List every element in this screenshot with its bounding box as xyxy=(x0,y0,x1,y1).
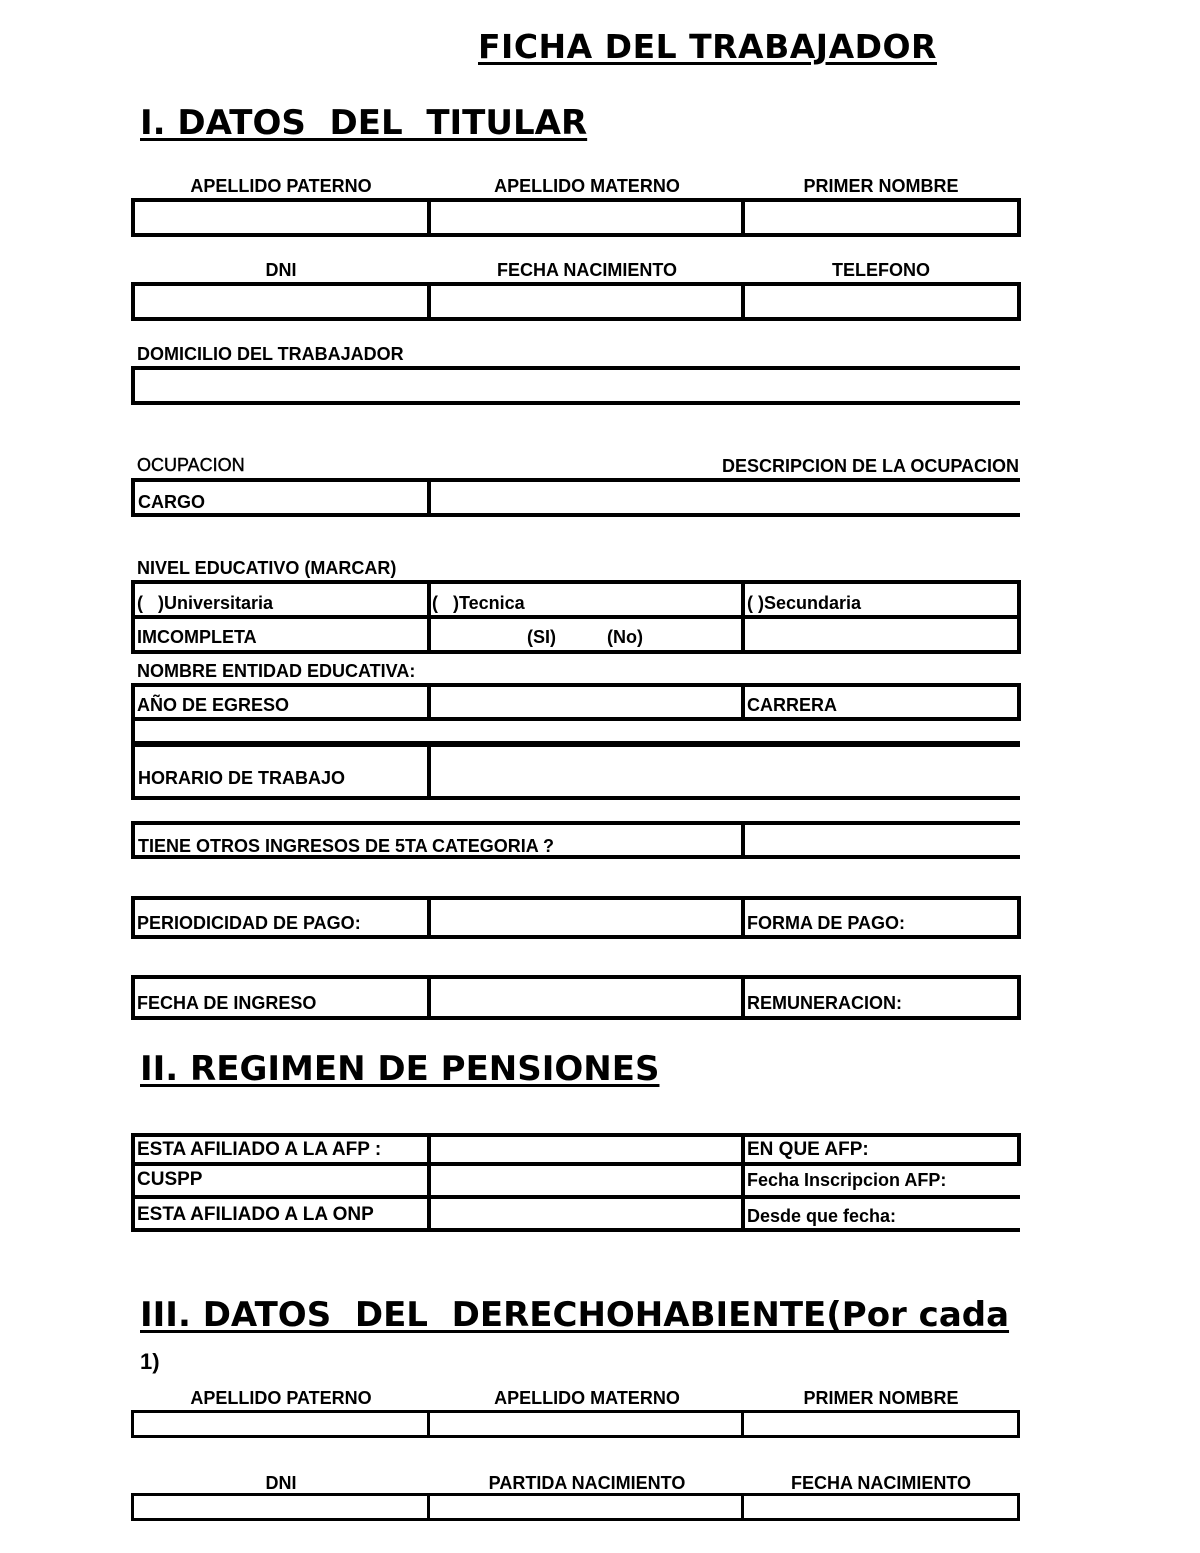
field-fecha-ingreso[interactable] xyxy=(431,979,741,1016)
derechohabiente-heading-clip xyxy=(138,1290,1020,1340)
field-otros-ingresos[interactable] xyxy=(741,821,1020,859)
field-telefono[interactable] xyxy=(741,282,1021,321)
otros-ingresos-cell xyxy=(131,821,744,859)
option-secundaria[interactable]: ( )Secundaria xyxy=(747,593,862,613)
label-en-que-afp: EN QUE AFP: xyxy=(747,1139,869,1160)
field-dni[interactable] xyxy=(131,282,430,321)
label-remuneracion: REMUNERACION: xyxy=(747,993,902,1013)
derechohabiente-number: 1) xyxy=(140,1349,160,1374)
descripcion-clip xyxy=(722,452,1020,478)
horario-cell xyxy=(131,743,430,800)
egreso-divider-2 xyxy=(741,683,745,721)
field-dh-apellido-paterno[interactable] xyxy=(134,1413,427,1435)
field-apellido-materno[interactable] xyxy=(427,198,744,237)
label-cuspp: CUSPP xyxy=(137,1169,203,1190)
pension-col-divider-2 xyxy=(741,1133,745,1232)
field-dh-primer-nombre[interactable] xyxy=(744,1413,1017,1435)
field-periodicidad[interactable] xyxy=(431,900,741,935)
label-primer-nombre: PRIMER NOMBRE xyxy=(803,176,959,196)
field-primer-nombre[interactable] xyxy=(741,198,1021,237)
field-dh-dni[interactable] xyxy=(134,1496,427,1518)
label-horario: HORARIO DE TRABAJO xyxy=(138,768,346,788)
field-apellido-paterno[interactable] xyxy=(131,198,430,237)
field-ano-egreso[interactable] xyxy=(431,687,741,717)
option-universitaria[interactable]: ( )Universitaria xyxy=(137,593,274,613)
label-afiliado-onp: ESTA AFILIADO A LA ONP xyxy=(137,1204,374,1225)
label-fecha-ingreso: FECHA DE INGRESO xyxy=(137,993,317,1013)
field-dh-apellido-materno[interactable] xyxy=(430,1413,741,1435)
field-afiliado-afp[interactable] xyxy=(431,1137,741,1162)
label-fecha-nacimiento: FECHA NACIMIENTO xyxy=(497,260,677,280)
label-telefono: TELEFONO xyxy=(832,260,930,280)
label-fecha-inscripcion-afp: Fecha Inscripcion AFP: xyxy=(747,1170,947,1190)
label-otros-ingresos: TIENE OTROS INGRESOS DE 5TA CATEGORIA ? xyxy=(138,836,555,856)
field-dh-partida-nacimiento[interactable] xyxy=(430,1496,741,1518)
label-dh-apellido-paterno: APELLIDO PATERNO xyxy=(190,1388,372,1408)
label-cargo: CARGO xyxy=(138,492,205,512)
label-apellido-paterno: APELLIDO PATERNO xyxy=(190,176,372,196)
nivel-col-divider-1 xyxy=(427,580,431,654)
page-title: FICHA DEL TRABAJADOR xyxy=(478,27,937,66)
label-apellido-materno: APELLIDO MATERNO xyxy=(494,176,680,196)
label-dh-fecha-nacimiento: FECHA NACIMIENTO xyxy=(791,1473,971,1493)
field-dh-fecha-nacimiento[interactable] xyxy=(744,1496,1017,1518)
field-horario[interactable] xyxy=(427,743,1020,800)
field-cargo[interactable] xyxy=(427,478,1020,517)
field-carrera[interactable] xyxy=(900,687,1017,717)
option-tecnica[interactable]: ( )Tecnica xyxy=(432,593,525,613)
label-incompleta: IMCOMPLETA xyxy=(137,627,257,647)
label-ocupacion: OCUPACION xyxy=(137,455,245,475)
section-heading-titular: I. DATOS DEL TITULAR xyxy=(140,103,588,143)
label-dh-apellido-materno: APELLIDO MATERNO xyxy=(494,1388,680,1408)
label-nivel-educativo: NIVEL EDUCATIVO (MARCAR) xyxy=(137,558,397,578)
label-dh-primer-nombre: PRIMER NOMBRE xyxy=(803,1388,959,1408)
label-descripcion-ocupacion: DESCRIPCION DE LA OCUPACION xyxy=(722,456,1020,476)
nivel-col-divider-2 xyxy=(741,580,745,654)
label-dni: DNI xyxy=(265,260,297,280)
field-cuspp[interactable] xyxy=(431,1166,741,1195)
section-heading-pensiones: II. REGIMEN DE PENSIONES xyxy=(140,1049,660,1089)
fecha-ingreso-divider-2 xyxy=(741,975,745,1020)
label-afiliado-afp: ESTA AFILIADO A LA AFP : xyxy=(137,1139,382,1160)
label-periodicidad: PERIODICIDAD DE PAGO: xyxy=(137,913,361,933)
label-carrera: CARRERA xyxy=(747,695,837,715)
label-forma-pago: FORMA DE PAGO: xyxy=(747,913,905,933)
label-desde-fecha: Desde que fecha: xyxy=(747,1206,897,1226)
label-dh-dni: DNI xyxy=(265,1473,297,1493)
label-entidad-educativa: NOMBRE ENTIDAD EDUCATIVA: xyxy=(137,661,416,681)
field-fecha-nacimiento[interactable] xyxy=(427,282,744,321)
nivel-row-divider xyxy=(131,615,1021,619)
label-ano-egreso: AÑO DE EGRESO xyxy=(137,695,290,715)
label-domicilio: DOMICILIO DEL TRABAJADOR xyxy=(137,344,404,364)
periodicidad-divider-2 xyxy=(741,896,745,939)
option-no[interactable]: (No) xyxy=(607,627,643,647)
section-heading-derechohabiente: III. DATOS DEL DERECHOHABIENTE(Por cada xyxy=(140,1295,1010,1335)
field-domicilio[interactable] xyxy=(131,366,1020,405)
option-si[interactable]: (SI) xyxy=(527,627,556,647)
blank-row xyxy=(131,717,1020,745)
field-afiliado-onp[interactable] xyxy=(431,1199,741,1228)
cargo-cell xyxy=(131,478,430,517)
label-dh-partida-nacimiento: PARTIDA NACIMIENTO xyxy=(488,1473,686,1493)
